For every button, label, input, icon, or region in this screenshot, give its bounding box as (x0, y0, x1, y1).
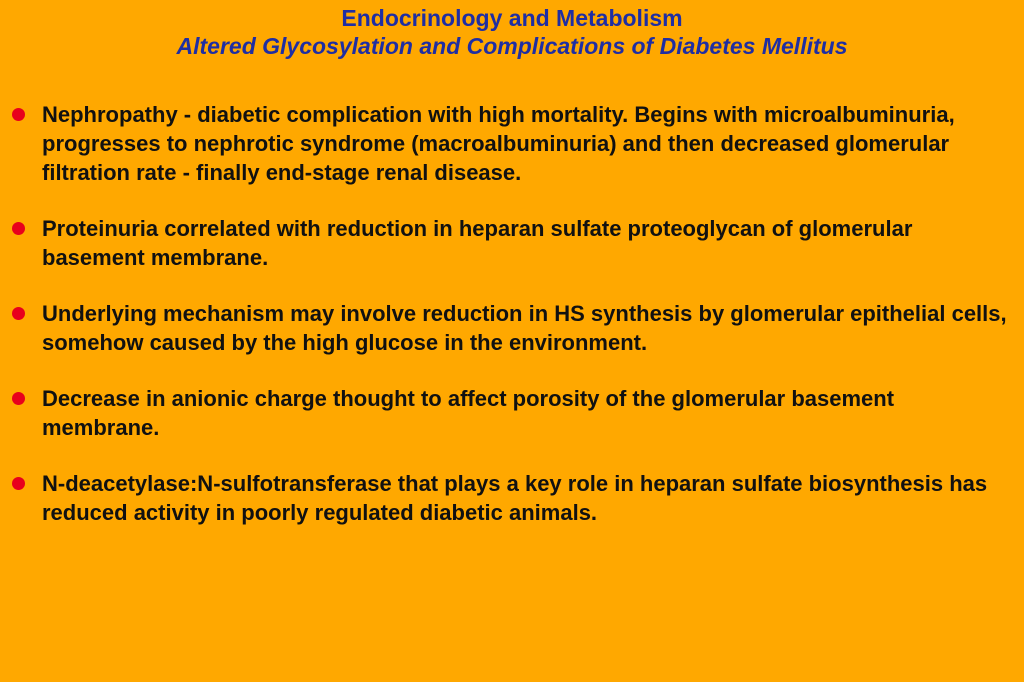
bullet-list (12, 100, 1012, 554)
title-line-main: Endocrinology and Metabolism (341, 5, 683, 31)
bullet-item-sulfotransferase (12, 469, 1012, 527)
bullet-icon (12, 108, 25, 121)
slide-title (0, 4, 1024, 60)
bullet-text: Proteinuria correlated with reduction in heparan sulfate proteoglycan of glomerular basement membrane. (42, 216, 913, 270)
bullet-icon (12, 477, 25, 490)
bullet-text: N-deacetylase:N-sulfotransferase that plays a key role in heparan sulfate biosynthesis has reduced activity in poorly regulated diabetic animals. (42, 471, 988, 525)
bullet-item-anionic-charge (12, 384, 1012, 442)
bullet-text: Nephropathy - diabetic complication with high mortality. Begins with microalbuminuria, progresses to nephrotic syndrome (macroalbuminuria) and then decreased glomerular filtration rate - finally end-stage renal disease. (42, 102, 955, 185)
bullet-icon (12, 307, 25, 320)
bullet-icon (12, 392, 25, 405)
bullet-text: Underlying mechanism may involve reduction in HS synthesis by glomerular epithelial cells, somehow caused by the high glucose in the environment. (42, 301, 1007, 355)
bullet-icon (12, 222, 25, 235)
bullet-item-nephropathy (12, 100, 1012, 187)
bullet-text: Decrease in anionic charge thought to affect porosity of the glomerular basement membrane. (42, 386, 895, 440)
bullet-item-proteinuria (12, 214, 1012, 272)
title-line-subtitle: Altered Glycosylation and Complications of Diabetes Mellitus (176, 33, 848, 59)
bullet-item-mechanism (12, 299, 1012, 357)
